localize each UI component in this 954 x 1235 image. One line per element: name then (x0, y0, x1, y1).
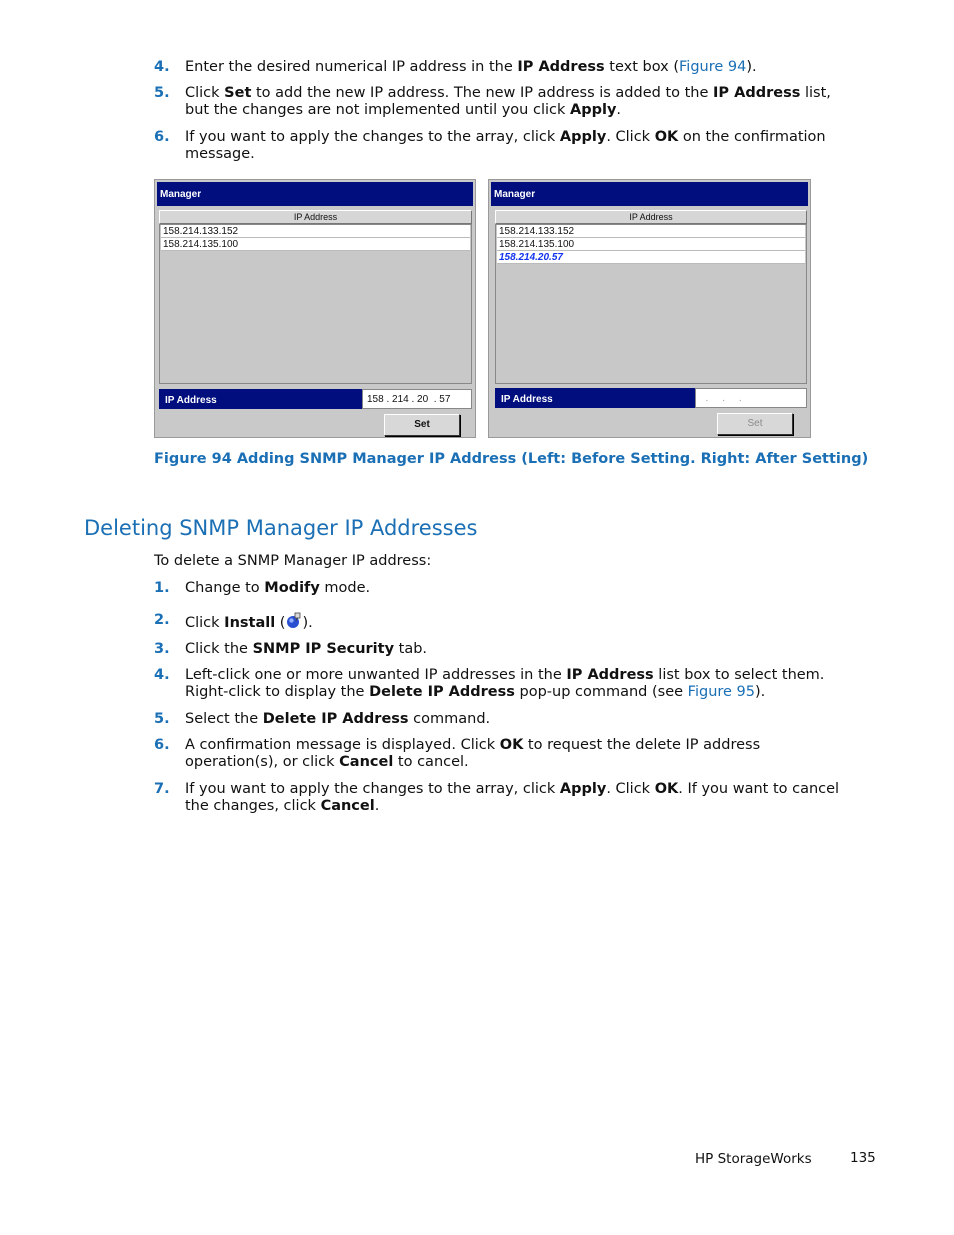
ip-address-list[interactable] (159, 224, 472, 384)
step-bottom-2 (154, 612, 854, 632)
step-bottom-1 (154, 580, 854, 597)
bold-term: OK (499, 737, 524, 753)
step-number: 4. (154, 667, 170, 683)
bold-term: Set (224, 85, 252, 101)
set-button[interactable]: Set (717, 413, 793, 435)
step-top-5 (154, 85, 854, 119)
install-icon (285, 612, 302, 629)
ip-address-label: IP Address (159, 389, 362, 409)
bold-term: Cancel (320, 798, 375, 814)
list-item[interactable]: 158.214.135.100 (497, 238, 805, 251)
step-number: 2. (154, 612, 170, 628)
list-item[interactable]: 158.214.133.152 (497, 225, 805, 238)
bold-term: Apply (559, 781, 607, 797)
ip-address-input[interactable]: . . . (695, 388, 807, 408)
intro-text: To delete a SNMP Manager IP address: (154, 553, 432, 569)
step-text: Left-click one or more unwanted IP addresses in the IP Address list box to select them. Right-click to display the Delete IP Address pop-up command (see Figure 95). (185, 667, 825, 700)
manager-title-bar: Manager (491, 182, 808, 206)
step-top-6 (154, 129, 854, 163)
bold-term: IP Address (517, 59, 605, 75)
step-text: Select the Delete IP Address command. (185, 711, 491, 727)
step-number: 1. (154, 580, 170, 596)
list-item[interactable]: 158.214.135.100 (161, 238, 470, 251)
bold-term: Cancel (339, 754, 394, 770)
bold-term: OK (654, 781, 679, 797)
ip-address-column-header[interactable]: IP Address (159, 210, 472, 224)
step-text: Change to Modify mode. (185, 580, 371, 596)
step-bottom-6 (154, 737, 854, 771)
figure-caption: Figure 94 Adding SNMP Manager IP Address (Left: Before Setting. Right: After Setting) (154, 451, 869, 467)
ip-address-list[interactable] (495, 224, 807, 384)
step-bottom-4 (154, 667, 854, 701)
ip-address-label: IP Address (495, 388, 695, 408)
bold-term: Modify (264, 580, 320, 596)
set-button[interactable]: Set (384, 414, 460, 436)
manager-title-bar: Manager (157, 182, 473, 206)
step-text: Click Set to add the new IP address. The new IP address is added to the IP Address list, but the changes are not implemented until you click Apply. (185, 85, 831, 118)
step-text: If you want to apply the changes to the array, click Apply. Click OK on the confirmation message. (185, 129, 826, 162)
step-text: Click the SNMP IP Security tab. (185, 641, 428, 657)
step-top-4 (154, 59, 854, 76)
bold-term: SNMP IP Security (252, 641, 395, 657)
ip-address-column-header[interactable]: IP Address (495, 210, 807, 224)
step-number: 4. (154, 59, 170, 75)
step-bottom-3 (154, 641, 854, 658)
step-bottom-5 (154, 711, 854, 728)
bold-term: Delete IP Address (369, 684, 515, 700)
bold-term: Install (224, 615, 276, 631)
step-text: If you want to apply the changes to the array, click Apply. Click OK. If you want to cancel the changes, click Cancel. (185, 781, 840, 814)
bold-term: OK (654, 129, 679, 145)
list-item[interactable]: 158.214.133.152 (161, 225, 470, 238)
section-title: Deleting SNMP Manager IP Addresses (84, 516, 478, 540)
step-number: 7. (154, 781, 170, 797)
bold-term: IP Address (713, 85, 801, 101)
step-text: Click Install ( ). (185, 612, 854, 632)
ip-address-input[interactable]: 158 . 214 . 20 . 57 (362, 389, 472, 409)
step-number: 6. (154, 737, 170, 753)
bold-term: Apply (559, 129, 607, 145)
step-text: Enter the desired numerical IP address in the IP Address text box (Figure 94). (185, 59, 757, 75)
step-number: 3. (154, 641, 170, 657)
step-bottom-7 (154, 781, 854, 815)
bold-term: IP Address (566, 667, 654, 683)
figure-after-setting (488, 179, 811, 438)
figure-link[interactable]: Figure 95 (687, 684, 756, 700)
step-text: A confirmation message is displayed. Click OK to request the delete IP address operation(s), or click Cancel to cancel. (185, 737, 761, 770)
page-number: 135 (850, 1150, 876, 1166)
figure-link[interactable]: Figure 94 (679, 59, 747, 75)
step-number: 5. (154, 85, 170, 101)
step-number: 5. (154, 711, 170, 727)
footer-product: HP StorageWorks (695, 1151, 812, 1167)
list-item-new[interactable]: 158.214.20.57 (497, 251, 805, 264)
bold-term: Delete IP Address (262, 711, 409, 727)
step-number: 6. (154, 129, 170, 145)
bold-term: Apply (570, 102, 617, 118)
figure-before-setting (154, 179, 476, 438)
